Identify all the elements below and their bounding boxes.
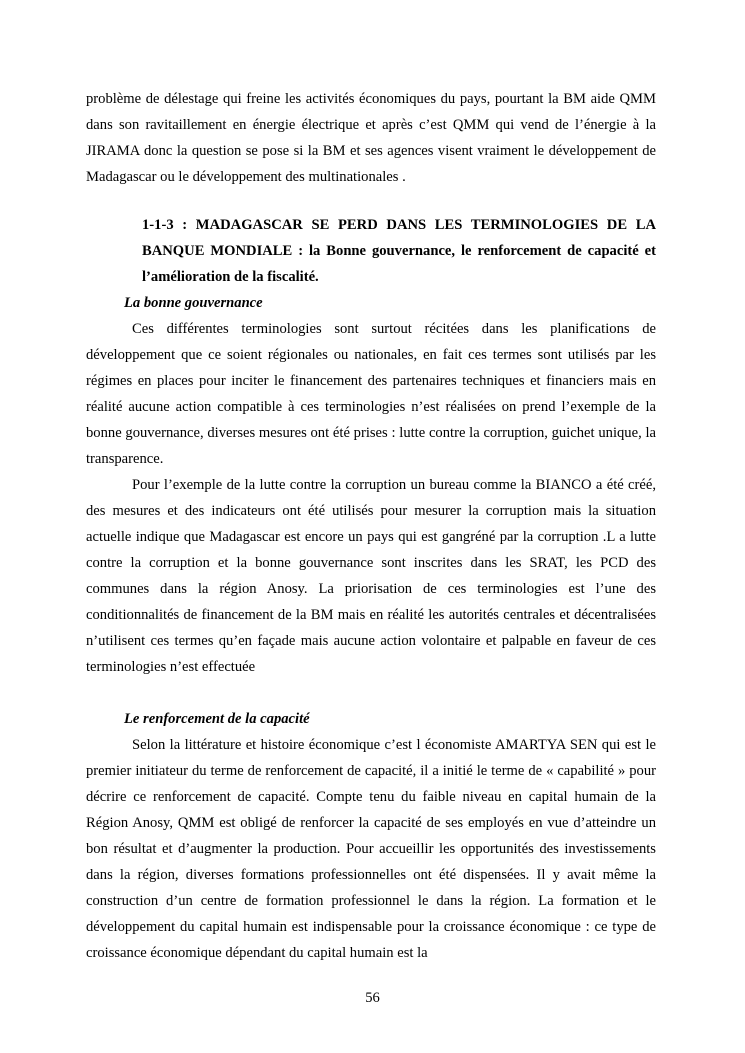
intro-paragraph: problème de délestage qui freine les activités économiques du pays, pourtant la BM aide QMM dans son ravitaillement en énergie électrique et après c’est QMM qui vend de l’énergie à la JIRAMA donc la question se pose si la BM et ses agences visent vraiment le développement de Madagascar ou le développement des multinationales . — [86, 91, 656, 185]
page-content — [86, 86, 656, 966]
subheading-renforcement: Le renforcement de la capacité — [124, 711, 310, 727]
paragraph-bonne-gouvernance-2: Pour l’exemple de la lutte contre la corruption un bureau comme la BIANCO a été créé, des mesures et des indicateurs ont été utilisés pour mesurer la corruption mais la situation actuelle indique que Madagascar est encore un pays qui est gangréné par la corruption .L a lutte contre la corruption et la bonne gouvernance sont inscrites dans les SRAT, les PCD des communes dans la région Anosy. La priorisation de ces terminologies est l’une des conditionnalités de financement de la BM mais en réalité les autorités centrales et décentralisées n’utilisent ces termes qu’en façade mais aucune action volontaire et palpable en faveur de ces terminologies n’est effectuée — [86, 477, 656, 675]
subheading-bonne-gouvernance: La bonne gouvernance — [124, 295, 263, 311]
paragraph-renforcement-1: Selon la littérature et histoire économique c’est l économiste AMARTYA SEN qui est le premier initiateur du terme de renforcement de capacité, il a initié le terme de « capabilité » pour décrire ce renforcement de capacité. Compte tenu du faible niveau en capital humain de la Région Anosy, QMM est obligé de renforcer la capacité de ses employés en vue d’atteindre un bon résultat et d’augmenter la production. Pour accueillir les opportunités des investissements dans la région, diverses formations professionnelles ont été dispensées. Il y avait même la construction d’un centre de formation professionnel le dans la région. La formation et le développement du capital humain est indispensable pour la croissance économique : ce type de croissance économique dépendant du capital humain est la — [86, 737, 656, 961]
spacer — [86, 680, 656, 706]
section-heading: 1-1-3 : MADAGASCAR SE PERD DANS LES TERMINOLOGIES DE LA BANQUE MONDIALE : la Bonne gouvernance, le renforcement de capacité et l’amélioration de la fiscalité. — [142, 217, 656, 285]
paragraph-bonne-gouvernance-1: Ces différentes terminologies sont surtout récitées dans les planifications de développement que ce soient régionales ou nationales, en fait ces termes sont utilisés par les régimes en places pour inciter le financement des partenaires techniques et financiers mais en réalité aucune action compatible à ces terminologies n’est réalisées on prend l’exemple de la bonne gouvernance, diverses mesures ont été prises : lutte contre la corruption, guichet unique, la transparence. — [86, 321, 656, 467]
page-number: 56 — [365, 990, 380, 1006]
